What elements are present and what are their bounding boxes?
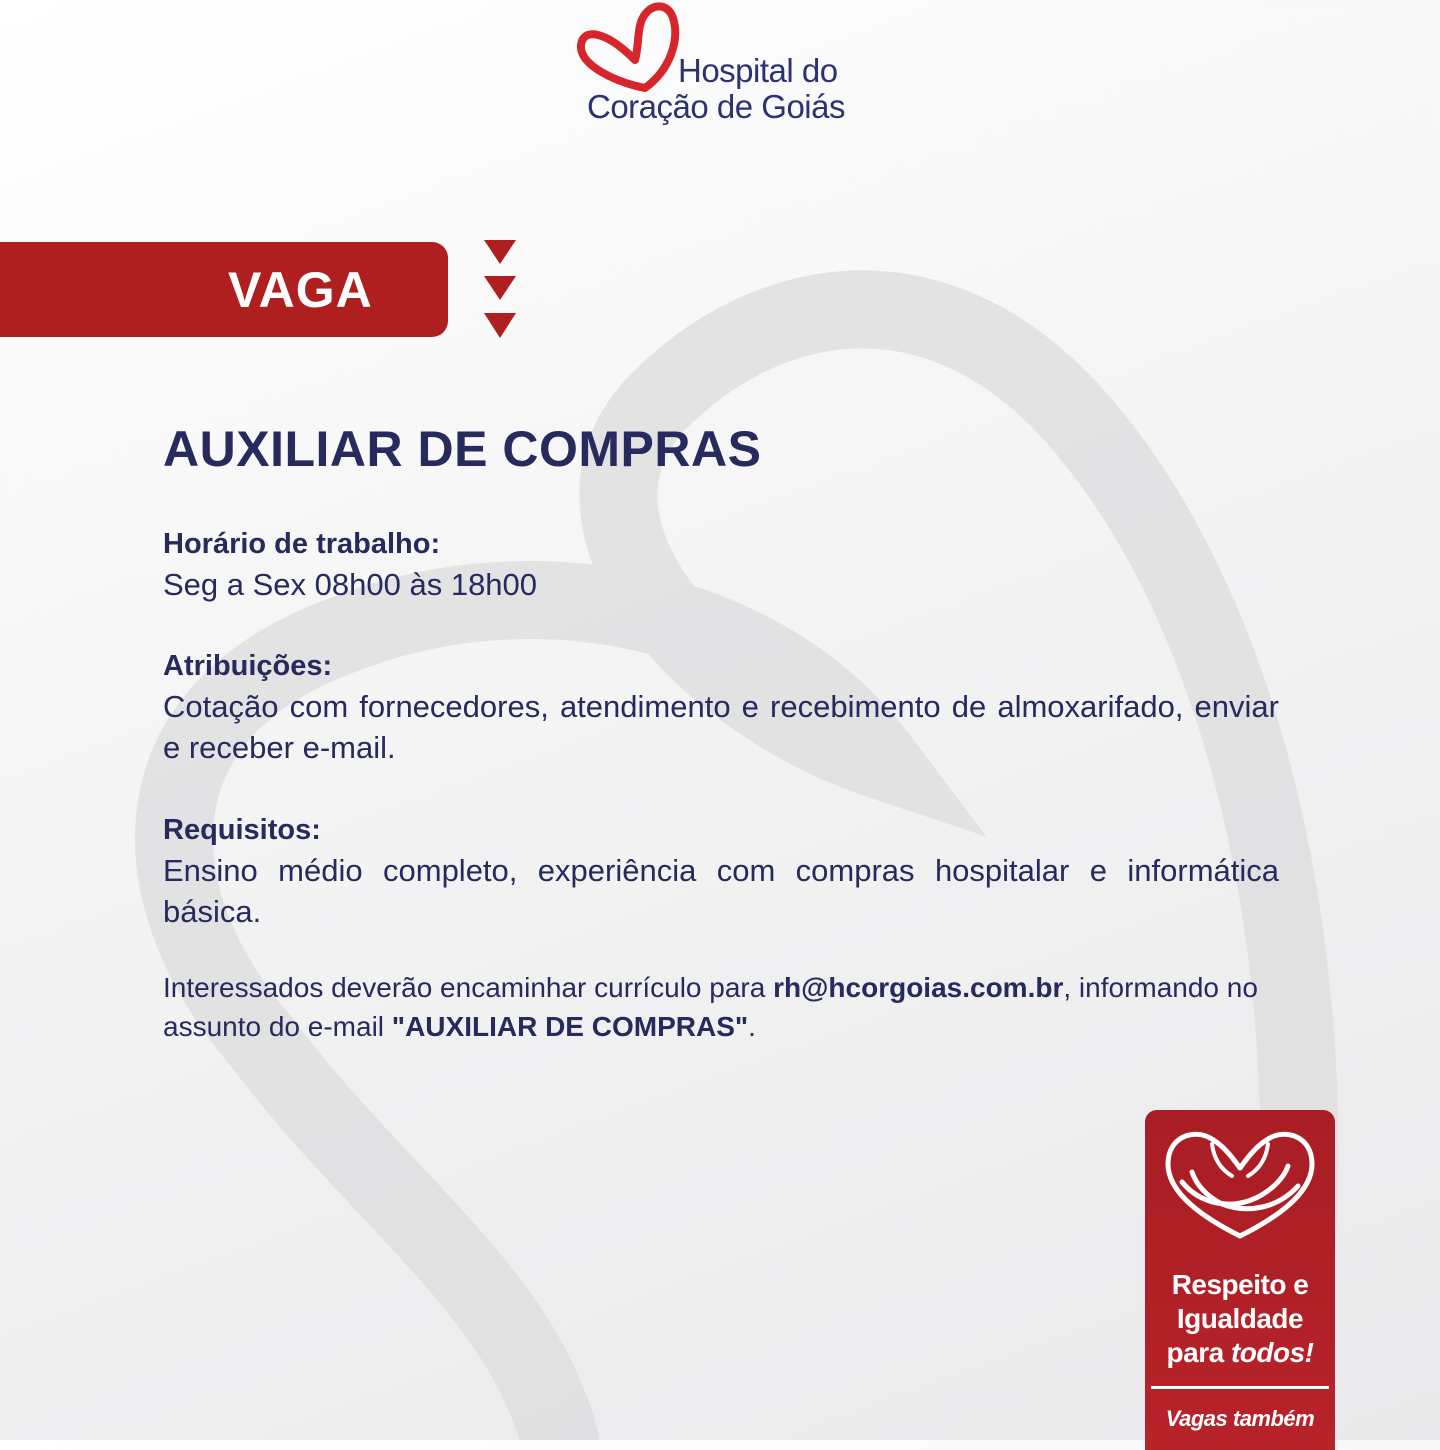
contact-suffix: .	[748, 1011, 756, 1042]
contact-prefix: Interessados deverão encaminhar currículo para	[163, 972, 774, 1003]
hours-label: Horário de trabalho:	[163, 528, 441, 560]
duties-section	[163, 646, 1279, 768]
badge-line2: Igualdade	[1176, 1303, 1304, 1334]
hospital-logo	[575, 0, 875, 135]
badge-line3-plain: para	[1166, 1337, 1231, 1368]
vaga-label: VAGA	[228, 261, 373, 318]
duties-value: Cotação com fornecedores, atendimento e recebimento de almoxarifado, enviar e receber e-mail.	[163, 689, 1279, 765]
contact-middle: , informando no assunto do e-mail	[163, 972, 1258, 1042]
badge-footer: Vagas também	[1165, 1406, 1315, 1431]
badge-line3-italic: todos!	[1230, 1337, 1314, 1368]
badge-line3	[1145, 1336, 1335, 1370]
badge-line1: Respeito e	[1171, 1269, 1309, 1300]
hugging-heart-icon	[1160, 1124, 1320, 1249]
requirements-value: Ensino médio completo, experiência com compras hospitalar e informática básica.	[163, 853, 1279, 929]
vaga-banner	[0, 242, 448, 337]
hours-value: Seg a Sex 08h00 às 18h00	[163, 567, 538, 602]
requirements-section	[163, 810, 1279, 932]
contact-instructions	[163, 968, 1303, 1046]
contact-subject: "AUXILIAR DE COMPRAS"	[391, 1011, 749, 1042]
job-title: AUXILIAR DE COMPRAS	[163, 421, 762, 477]
requirements-label: Requisitos:	[163, 814, 321, 846]
badge-divider	[1151, 1386, 1329, 1389]
heart-logo-icon	[575, 0, 685, 95]
respect-equality-badge	[1145, 1110, 1335, 1450]
logo-text-line1: Hospital do	[678, 52, 838, 89]
hours-section	[163, 524, 1279, 605]
badge-slogan	[1145, 1268, 1335, 1370]
duties-label: Atribuições:	[163, 650, 333, 682]
down-arrows-icon	[481, 238, 521, 344]
logo-text-line2: Coração de Goiás	[587, 88, 845, 125]
contact-email-link[interactable]: rh@hcorgoias.com.br	[773, 972, 1064, 1003]
